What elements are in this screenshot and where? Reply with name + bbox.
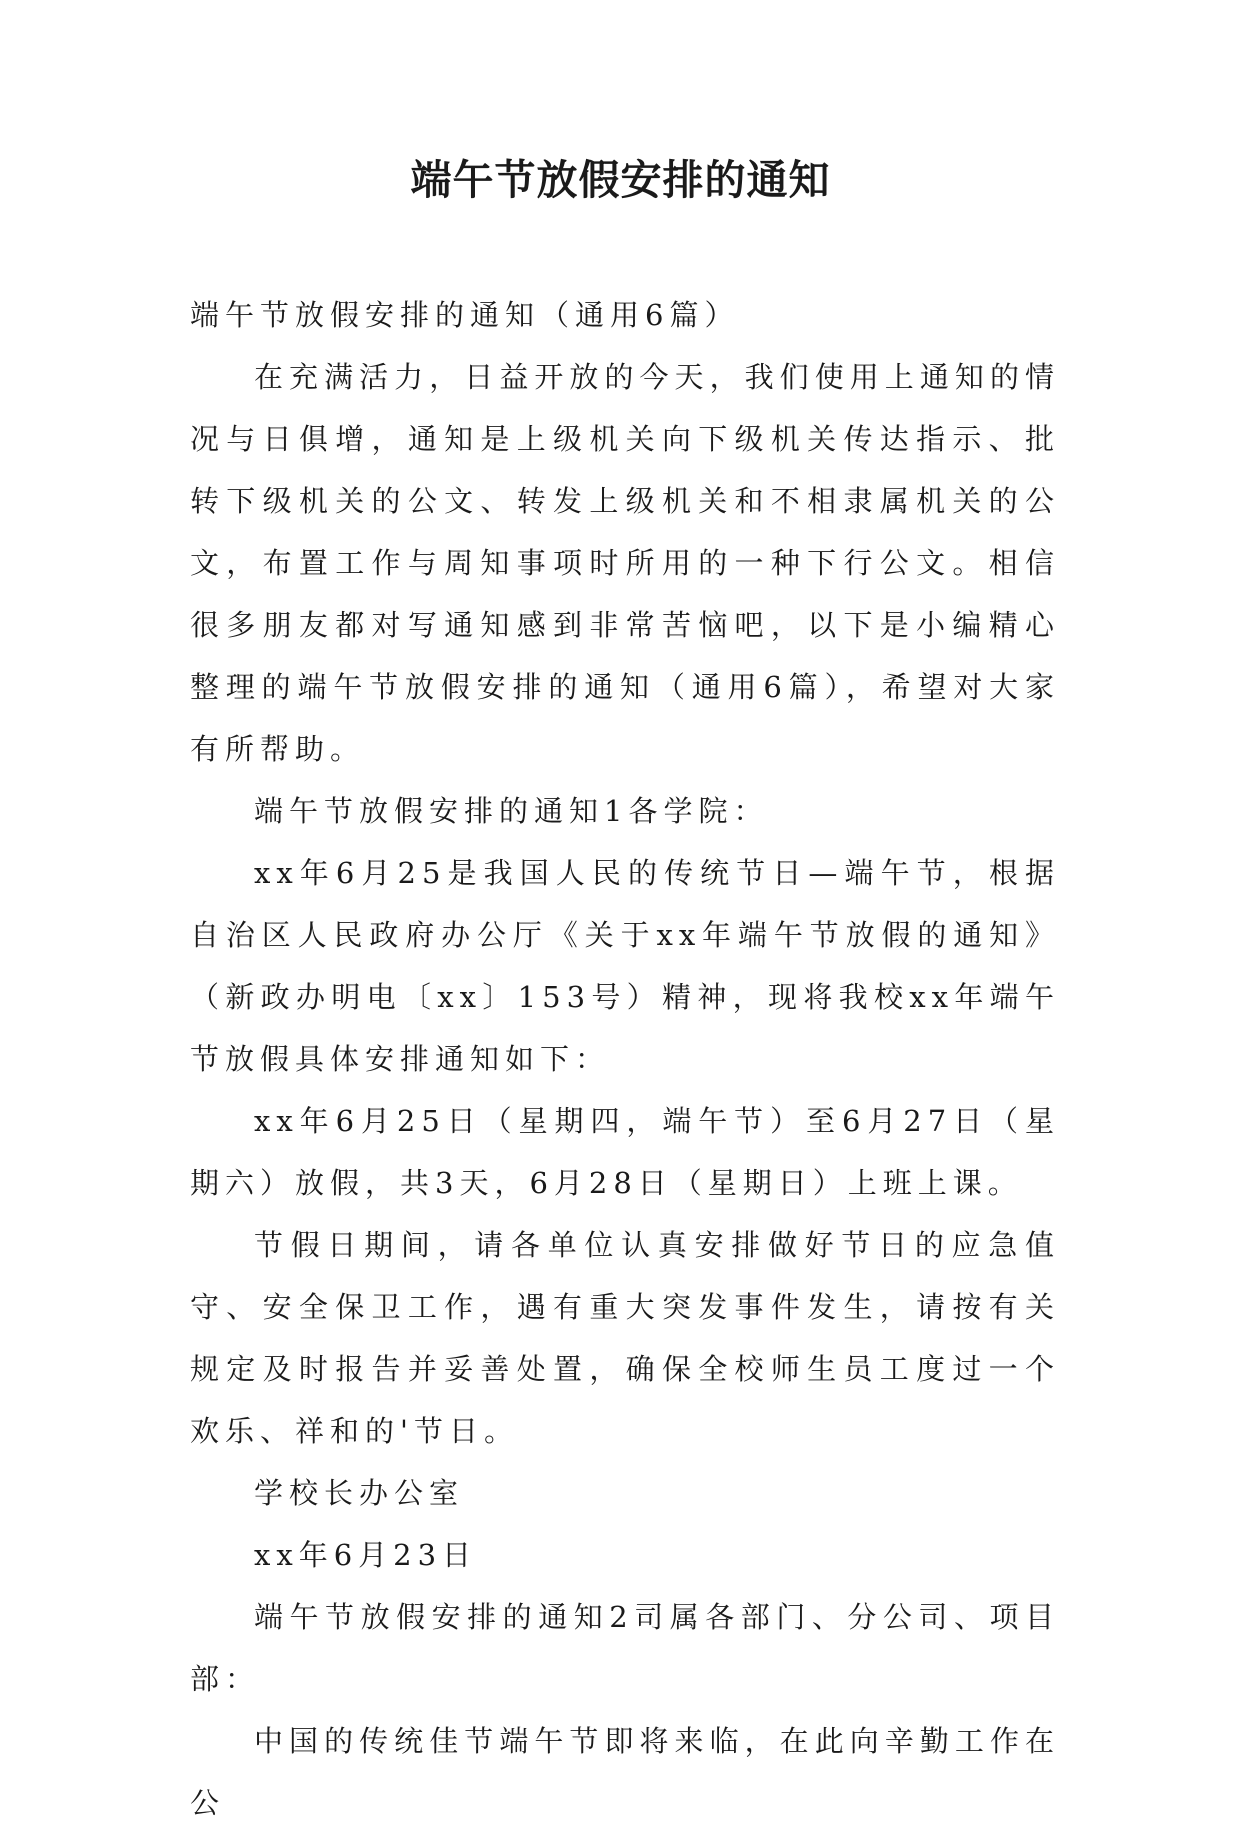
subtitle-paragraph: 端午节放假安排的通知（通用6篇） [190,298,740,332]
notice-1-paragraph: xx年6月25是我国人民的传统节日—端午节，根据自治区人民政府办公厅《关于xx年端午节放假的通知》（新政办明电〔xx〕153号）精神，现将我校xx年端午节放假具体安排通知如下： [190,856,1060,1076]
document-body [190,284,1060,1834]
notice-2-paragraph: 中国的传统佳节端午节即将来临，在此向辛勤工作在公 [190,1724,1060,1820]
signature-date: xx年6月23日 [254,1538,478,1572]
intro-paragraph: 在充满活力，日益开放的今天，我们使用上通知的情况与日俱增，通知是上级机关向下级机关传达指示、批转下级机关的公文、转发上级机关和不相隶属机关的公文，布置工作与周知事项时所用的一种下行公文。相信很多朋友都对写通知感到非常苦恼吧，以下是小编精心整理的端午节放假安排的通知（通用6篇），希望对大家有所帮助。 [190,360,1060,766]
signature-office: 学校长办公室 [254,1476,465,1510]
notice-1-heading: 端午节放假安排的通知1各学院： [254,794,769,828]
document-title: 端午节放假安排的通知 [410,156,831,204]
notice-2-heading: 端午节放假安排的通知2司属各部门、分公司、项目部： [190,1600,1060,1696]
notice-1-schedule: xx年6月25日（星期四，端午节）至6月27日（星期六）放假，共3天，6月28日（星期日）上班上课。 [190,1104,1060,1200]
notice-1-duty: 节假日期间，请各单位认真安排做好节日的应急值守、安全保卫工作，遇有重大突发事件发生，请按有关规定及时报告并妥善处置，确保全校师生员工度过一个欢乐、祥和的'节日。 [190,1228,1060,1448]
